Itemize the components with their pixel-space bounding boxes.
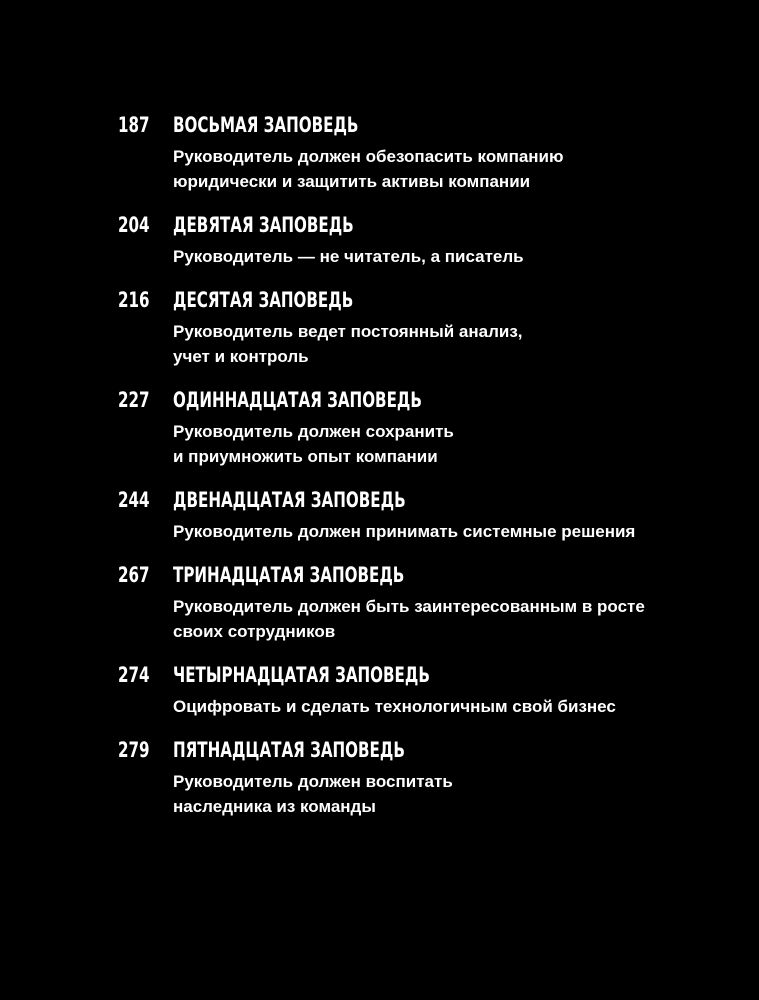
- description-line: и приумножить опыт компании: [173, 447, 438, 466]
- chapter-title: ОДИННАДЦАТАЯ ЗАПОВЕДЬ: [173, 388, 422, 412]
- chapter-description: [173, 594, 683, 644]
- description-line: Руководитель должен обезопасить компанию: [173, 147, 564, 166]
- chapter-title: ПЯТНАДЦАТАЯ ЗАПОВЕДЬ: [173, 738, 405, 762]
- toc-entry: [118, 659, 738, 719]
- entry-body: [173, 734, 738, 819]
- page-number: 267: [118, 563, 150, 587]
- description-line: Руководитель ведет постоянный анализ,: [173, 322, 523, 341]
- chapter-title: ДЕВЯТАЯ ЗАПОВЕДЬ: [173, 213, 354, 237]
- toc-entry: [118, 559, 738, 644]
- entry-body: [173, 384, 738, 469]
- toc-entry: [118, 209, 738, 269]
- page-number: 279: [118, 738, 150, 762]
- entry-body: [173, 484, 738, 544]
- chapter-description: [173, 519, 683, 544]
- toc-entry: [118, 484, 738, 544]
- entry-body: [173, 659, 738, 719]
- description-line: своих сотрудников: [173, 622, 336, 641]
- description-line: Руководитель должен сохранить: [173, 422, 454, 441]
- page-number: 216: [118, 288, 150, 312]
- description-line: Руководитель должен быть заинтересованным в росте: [173, 597, 645, 616]
- entry-body: [173, 209, 738, 269]
- chapter-description: [173, 419, 683, 469]
- chapter-title: ЧЕТЫРНАДЦАТАЯ ЗАПОВЕДЬ: [173, 663, 430, 687]
- table-of-contents: [118, 109, 738, 819]
- chapter-description: [173, 244, 683, 269]
- chapter-title: ТРИНАДЦАТАЯ ЗАПОВЕДЬ: [173, 563, 405, 587]
- page-number: 244: [118, 488, 150, 512]
- chapter-description: [173, 144, 683, 194]
- description-line: юридически и защитить активы компании: [173, 172, 531, 191]
- chapter-title: ВОСЬМАЯ ЗАПОВЕДЬ: [173, 113, 359, 137]
- toc-entry: [118, 284, 738, 369]
- page-number: 187: [118, 113, 150, 137]
- toc-entry: [118, 384, 738, 469]
- page-number: 204: [118, 213, 150, 237]
- entry-body: [173, 559, 738, 644]
- description-line: наследника из команды: [173, 797, 376, 816]
- chapter-description: [173, 694, 683, 719]
- description-line: Руководитель — не читатель, а писатель: [173, 247, 524, 266]
- entry-body: [173, 109, 738, 194]
- chapter-description: [173, 319, 683, 369]
- toc-entry: [118, 109, 738, 194]
- page-number: 227: [118, 388, 150, 412]
- description-line: Оцифровать и сделать технологичным свой бизнес: [173, 697, 616, 716]
- description-line: учет и контроль: [173, 347, 309, 366]
- description-line: Руководитель должен принимать системные решения: [173, 522, 636, 541]
- description-line: Руководитель должен воспитать: [173, 772, 453, 791]
- chapter-title: ДВЕНАДЦАТАЯ ЗАПОВЕДЬ: [173, 488, 406, 512]
- chapter-description: [173, 769, 683, 819]
- entry-body: [173, 284, 738, 369]
- page-number: 274: [118, 663, 150, 687]
- toc-entry: [118, 734, 738, 819]
- chapter-title: ДЕСЯТАЯ ЗАПОВЕДЬ: [173, 288, 354, 312]
